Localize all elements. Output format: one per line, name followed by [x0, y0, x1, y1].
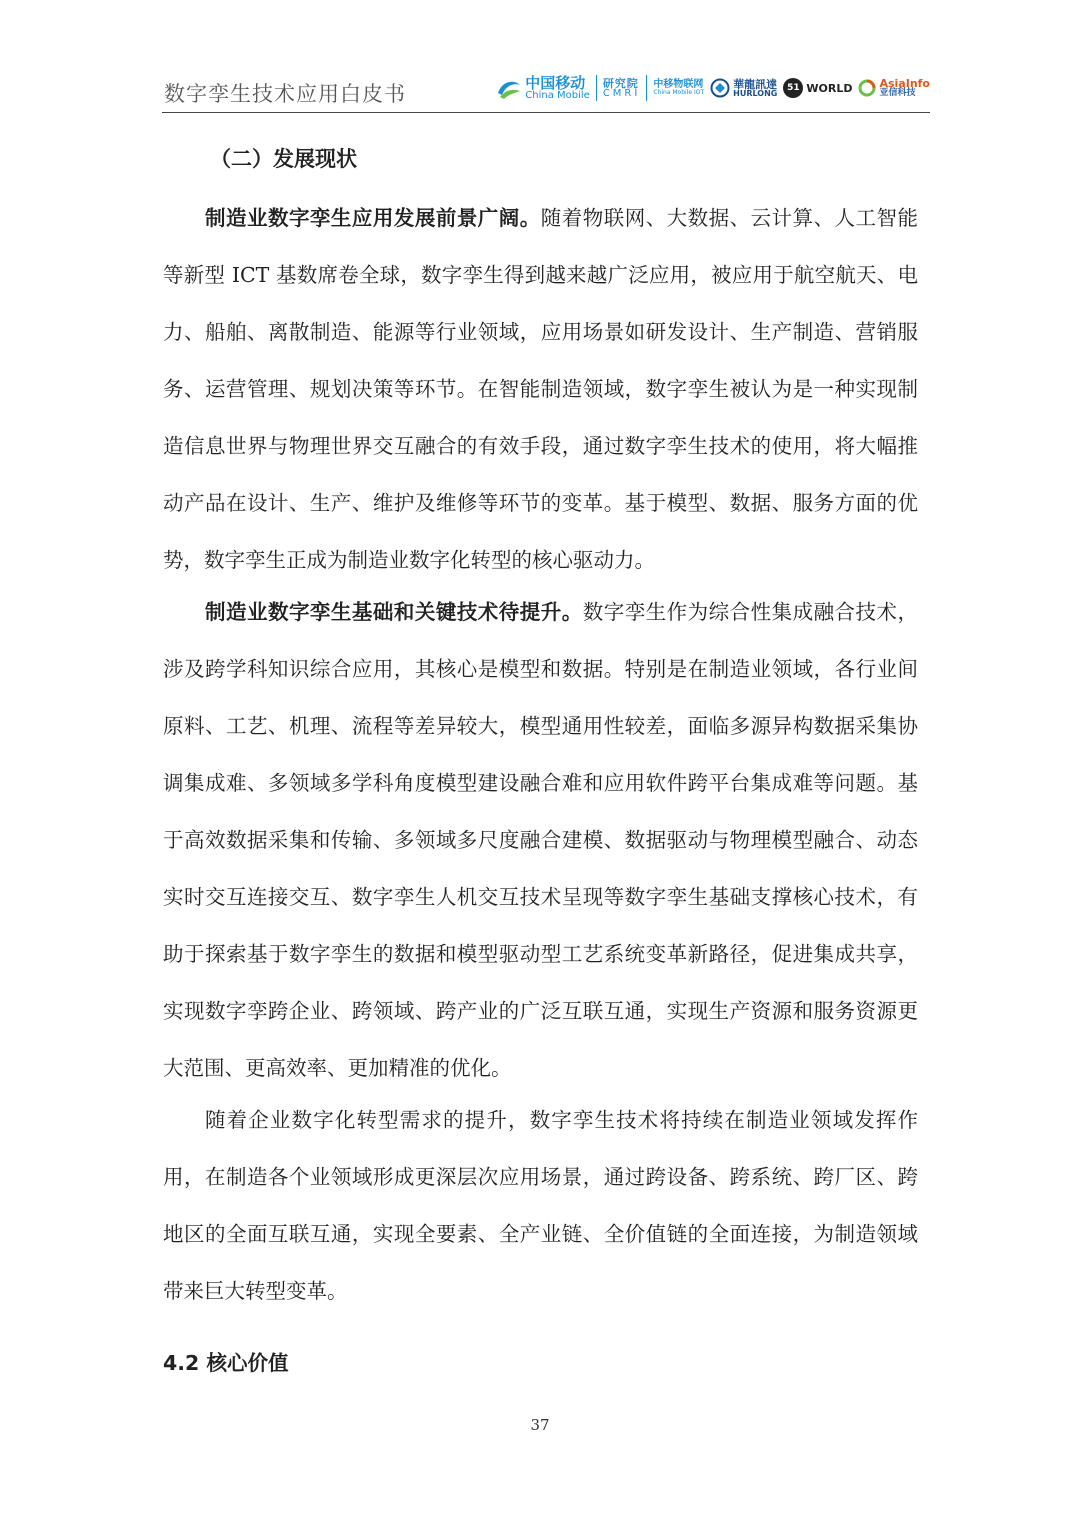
- iot-en: China Mobile IOT: [653, 89, 705, 96]
- hurlong-logo: [710, 78, 777, 98]
- paragraph-outlook: [163, 190, 918, 589]
- page-number: 37: [530, 1416, 550, 1434]
- asiainfo-cn: 亚信科技: [879, 88, 916, 98]
- asiainfo-logo: [858, 78, 930, 98]
- logo-divider: [646, 75, 647, 101]
- asiainfo-ring-icon: [858, 79, 876, 97]
- china-mobile-en: China Mobile: [525, 89, 590, 101]
- paragraph-key-tech: [163, 584, 918, 1097]
- asiainfo-en: AsiaInfo: [879, 77, 930, 90]
- paragraph-lead: 制造业数字孪生基础和关键技术待提升。: [205, 600, 583, 624]
- page-header: [162, 62, 930, 112]
- china-mobile-emblem-icon: [496, 77, 522, 99]
- 51world-logo: [783, 78, 852, 98]
- cmri-logo: [603, 78, 641, 99]
- china-mobile-logo: [496, 73, 590, 101]
- 51world-badge: 51: [783, 78, 803, 98]
- paragraph-text: 数字孪生作为综合性集成融合技术，涉及跨学科知识综合应用，其核心是模型和数据。特别是在制造业领域，各行业间原料、工艺、机理、流程等差异较大，模型通用性较差，面临多源异构数据采集协调集成难、多领域多学科角度模型建设融合难和应用软件跨平台集成难等问题。基于高效数据采集和传输、多领域多尺度融合建模、数据驱动与物理模型融合、动态实时交互连接交互、数字孪生人机交互技术呈现等数字孪生基础支撑核心技术，有助于探索基于数字孪生的数据和模型驱动型工艺系统变革新路径，促进集成共享，实现数字孪跨企业、跨领域、跨产业的广泛互联互通，实现生产资源和服务资源更大范围、更高效率、更加精准的优化。: [163, 600, 919, 1080]
- paragraph-text: 随着物联网、大数据、云计算、人工智能等新型 ICT 基数席卷全球，数字孪生得到越来越广泛应用，被应用于航空航天、电力、船舶、离散制造、能源等行业领域，应用场景如研发设计、生产制造、营销服务、运营管理、规划决策等环节。在智能制造领域，数字孪生被认为是一种实现制造信息世界与物理世界交互融合的有效手段，通过数字孪生技术的使用，将大幅推动产品在设计、生产、维护及维修等环节的变革。基于模型、数据、服务方面的优势，数字孪生正成为制造业数字化转型的核心驱动力。: [163, 206, 919, 572]
- header-divider: [162, 112, 930, 113]
- cmri-en: CMRI: [602, 87, 641, 99]
- section-heading: （二）发展现状: [210, 147, 357, 171]
- iot-logo: [653, 80, 704, 96]
- hurlong-globe-icon: [710, 78, 730, 98]
- paragraph-transformation: [163, 1092, 918, 1320]
- paragraph-text: 随着企业数字化转型需求的提升，数字孪生技术将持续在制造业领域发挥作用，在制造各个业领域形成更深层次应用场景，通过跨设备、跨系统、跨厂区、跨地区的全面互联互通，实现全要素、全产业链、全价值链的全面连接，为制造领域带来巨大转型变革。: [163, 1108, 918, 1303]
- cmri-cn: 研究院: [602, 76, 639, 90]
- subsection-heading: 4.2 核心价值: [163, 1351, 289, 1375]
- 51world-text: WORLD: [806, 81, 853, 95]
- logo-divider: [596, 75, 597, 101]
- partner-logos: [496, 70, 930, 106]
- header-title: 数字孪生技术应用白皮书: [164, 82, 406, 106]
- china-mobile-cn: 中国移动: [525, 73, 586, 92]
- iot-cn: 中移物联网: [653, 79, 704, 90]
- paragraph-lead: 制造业数字孪生应用发展前景广阔。: [205, 206, 541, 230]
- hurlong-cn: 華龍訊達: [733, 77, 778, 91]
- hurlong-en: HURLONG: [733, 88, 778, 98]
